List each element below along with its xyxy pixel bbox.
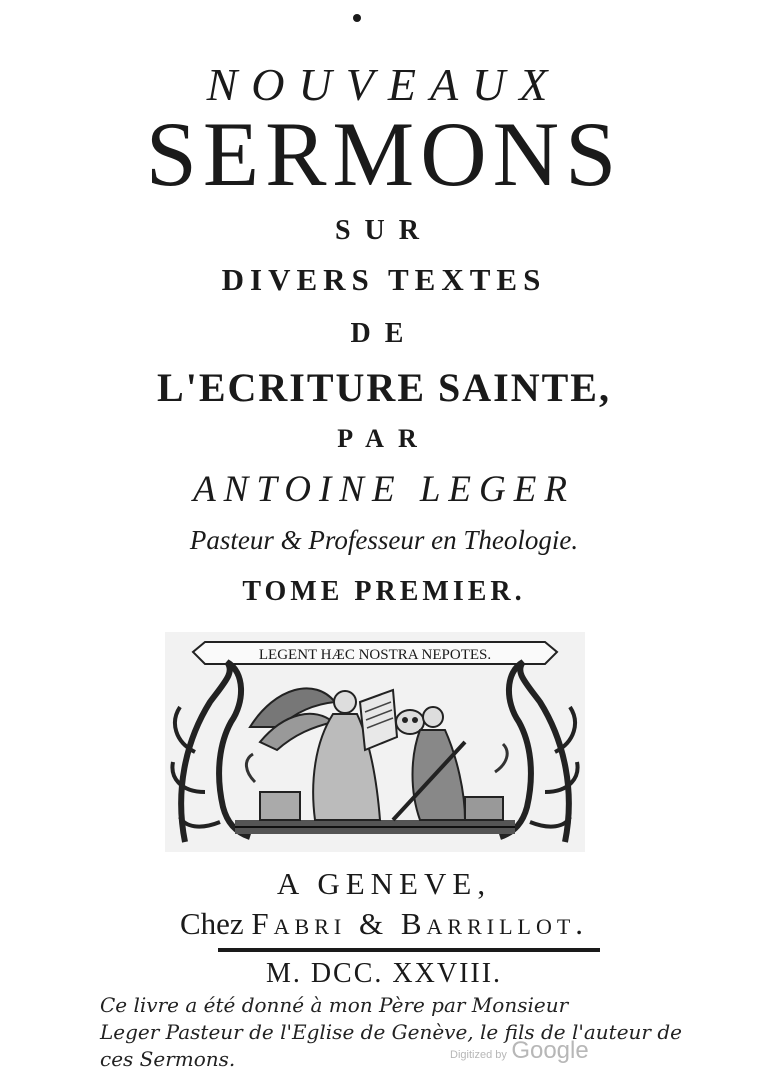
title-line-nouveaux: NOUVEAUX — [206, 59, 562, 110]
volume-label: TOME PREMIER. — [242, 576, 526, 607]
imprint-publisher — [0, 906, 768, 942]
title-line-sermons: SERMONS — [145, 103, 623, 205]
title-line-sur: SUR — [334, 215, 433, 246]
digitization-watermark — [450, 1037, 589, 1065]
engraved-vignette — [165, 632, 585, 852]
watermark-brand: Google — [511, 1037, 589, 1064]
vignette-motto: LEGENT HÆC NOSTRA NEPOTES. — [258, 647, 492, 663]
imprint-rule — [218, 948, 600, 952]
handwritten-inscription-line-3: ces Sermons. — [100, 1047, 236, 1071]
printer-dot-ornament — [353, 14, 361, 22]
title-line-par: PAR — [337, 424, 431, 453]
title-line-de: DE — [350, 318, 418, 349]
author-role: Pasteur & Professeur en Theologie. — [189, 525, 579, 555]
publisher-names: Fabri & Barrillot. — [251, 906, 589, 941]
author-name: ANTOINE LEGER — [193, 469, 575, 510]
handwritten-inscription-line-2: Leger Pasteur de l'Eglise de Genève, le fils de l'auteur de — [100, 1020, 682, 1044]
publisher-prefix: Chez — [179, 906, 244, 941]
imprint-city: A GENEVE, — [276, 866, 492, 901]
title-line-ecriture-sainte: L'ECRITURE SAINTE, — [157, 365, 611, 410]
handwritten-inscription-line-1: Ce livre a été donné à mon Père par Monsieur — [100, 993, 569, 1017]
watermark-prefix: Digitized by — [450, 1049, 507, 1061]
title-line-divers-textes: DIVERS TEXTES — [221, 262, 547, 297]
imprint-year: M. DCC. XXVIII. — [265, 958, 503, 989]
